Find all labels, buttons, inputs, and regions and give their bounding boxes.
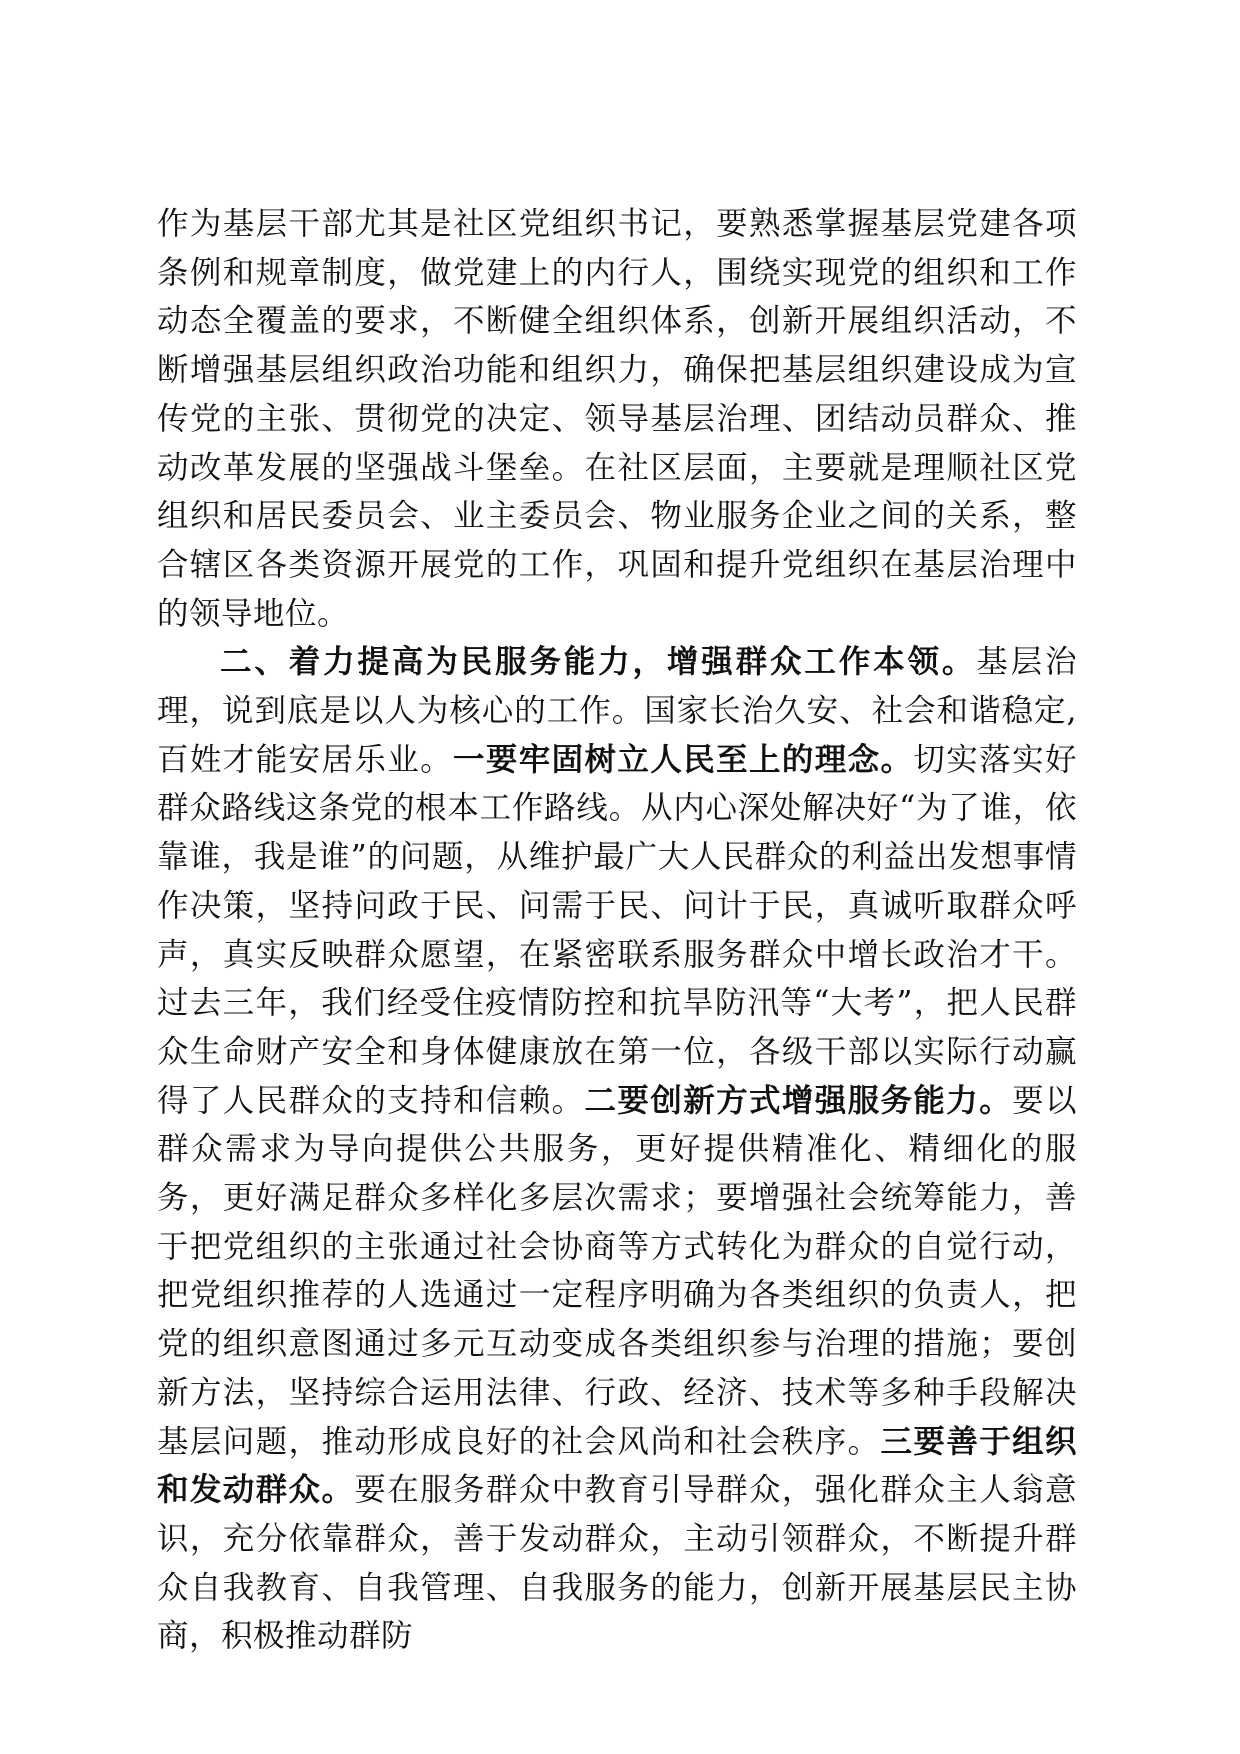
point-heading-3: 三要善于组织和发动群众。 <box>157 1422 1077 1509</box>
section-heading: 二、着力提高为民服务能力，增强群众工作本领。 <box>220 643 977 681</box>
paragraph-2 <box>157 638 1077 1661</box>
paragraph-1-text: 作为基层干部尤其是社区党组织书记，要熟悉掌握基层党建各项条例和规章制度，做党建上的内行人，围绕实现党的组织和工作动态全覆盖的要求，不断健全组织体系，创新开展组织活动，不断增强基层组织政治功能和组织力，确保把基层组织建设成为宣传党的主张、贯彻党的决定、领导基层治理、团结动员群众、推动改革发展的坚强战斗堡垒。在社区层面，主要就是理顺社区党组织和居民委员会、业主委员会、物业服务企业之间的关系，整合辖区各类资源开展党的工作，巩固和提升党组织在基层治理中的领导地位。 <box>157 206 1077 632</box>
point-heading-2: 二要创新方式增强服务能力。 <box>584 1081 1013 1119</box>
paragraph-2-text-4: 要在服务群众中教育引导群众，强化群众主人翁意识，充分依靠群众，善于发动群众，主动引领群众，不断提升群众自我教育、自我管理、自我服务的能力，创新开展基层民主协商，积极推动群防 <box>157 1472 1077 1655</box>
point-heading-1: 一要牢固树立人民至上的理念。 <box>453 740 914 778</box>
document-body <box>157 200 1077 1661</box>
paragraph-1 <box>157 200 1077 638</box>
paragraph-2-text-2: 切实落实好群众路线这条党的根本工作路线。从内心深处解决好“为了谁，依靠谁，我是谁”的问题，从维护最广大人民群众的利益出发想事情作决策，坚持问政于民、问需于民、问计于民，真诚听取群众呼声，真实反映群众愿望，在紧密联系服务群众中增长政治才干。过去三年，我们经受住疫情防控和抗旱防汛等“大考”，把人民群众生命财产安全和身体健康放在第一位，各级干部以实际行动赢得了人民群众的支持和信赖。 <box>157 741 1077 1119</box>
paragraph-2-text-1: 基层治理，说到底是以人为核心的工作。国家长治久安、社会和谐稳定,百姓才能安居乐业。 <box>157 644 1077 778</box>
paragraph-2-text-3: 要以群众需求为导向提供公共服务，更好提供精准化、精细化的服务，更好满足群众多样化多层次需求；要增强社会统筹能力，善于把党组织的主张通过社会协商等方式转化为群众的自觉行动，把党组织推荐的人选通过一定程序明确为各类组织的负责人，把党的组织意图通过多元互动变成各类组织参与治理的措施；要创新方法，坚持综合运用法律、行政、经济、技术等多种手段解决基层问题，推动形成良好的社会风尚和社会秩序。 <box>157 1082 1077 1460</box>
